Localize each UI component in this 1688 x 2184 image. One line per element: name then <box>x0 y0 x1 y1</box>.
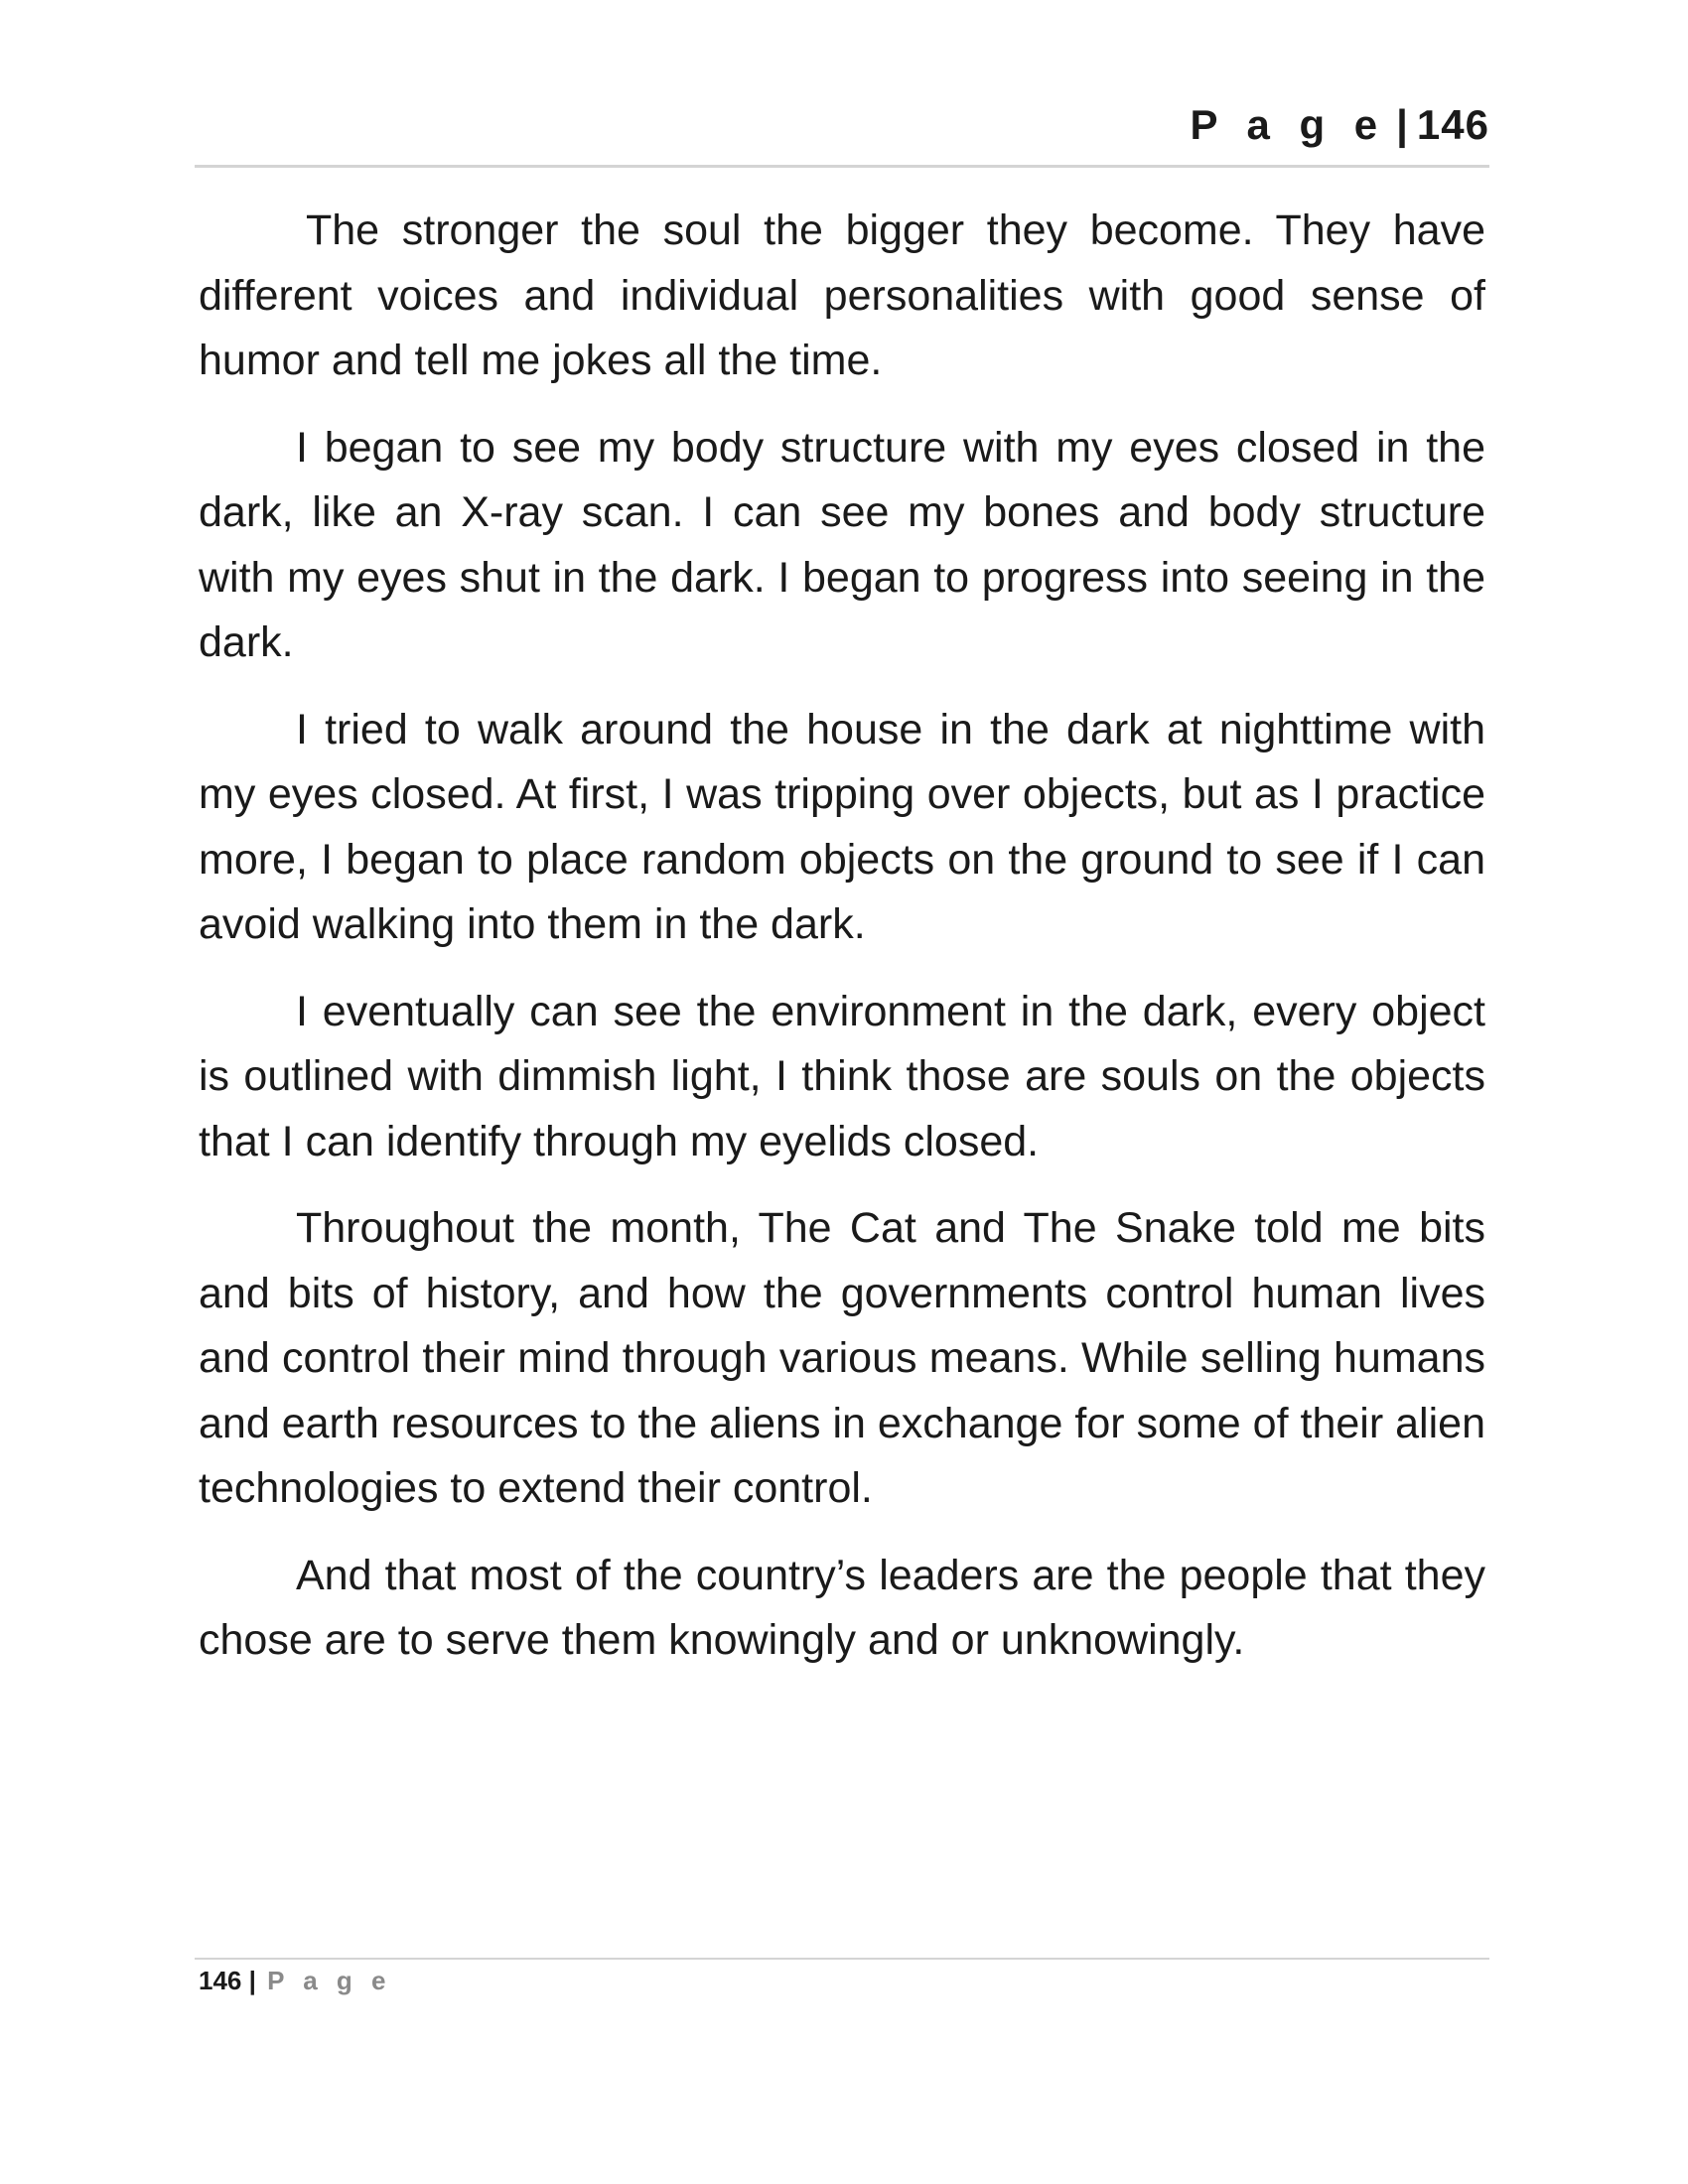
header-page-number: 146 <box>1416 101 1489 148</box>
paragraph: I eventually can see the environment in the dark, every object is outlined with dimmish light, I think those are souls on the objects that I can identify through my eyelids closed. <box>199 987 1485 1165</box>
footer-divider <box>195 1958 1489 1960</box>
paragraph: And that most of the country’s leaders are the people that they chose are to serve them knowingly and or unknowingly. <box>199 1551 1485 1664</box>
paragraph: The stronger the soul the bigger they become. They have different voices and individual personalities with good sense of humor and tell me jokes all the time. <box>199 206 1485 384</box>
header-page-word: P a g e <box>1190 101 1387 148</box>
paragraph: Throughout the month, The Cat and The Snake told me bits and bits of history, and how the governments control human lives and control their mind through various means. While selling humans and earth resources to the aliens in exchange for some of their alien technologies to extend their control. <box>199 1204 1485 1512</box>
body-text <box>199 199 1485 1696</box>
paragraph: I began to see my body structure with my eyes closed in the dark, like an X-ray scan. I can see my bones and body structure with my eyes shut in the dark. I began to progress into seeing in the dark. <box>199 423 1485 666</box>
header-divider <box>195 165 1489 168</box>
footer-page-number: 146 <box>199 1966 242 1995</box>
footer-separator: | <box>248 1966 256 1995</box>
page-header <box>195 101 1489 165</box>
paragraph: I tried to walk around the house in the dark at nighttime with my eyes closed. At first, I was tripping over objects, but as I practice more, I began to place random objects on the ground to see if I can avoid walking into them in the dark. <box>199 705 1485 948</box>
header-separator: | <box>1396 101 1409 148</box>
footer-page-word: P a g e <box>267 1966 392 1995</box>
page-footer <box>199 1966 392 1996</box>
